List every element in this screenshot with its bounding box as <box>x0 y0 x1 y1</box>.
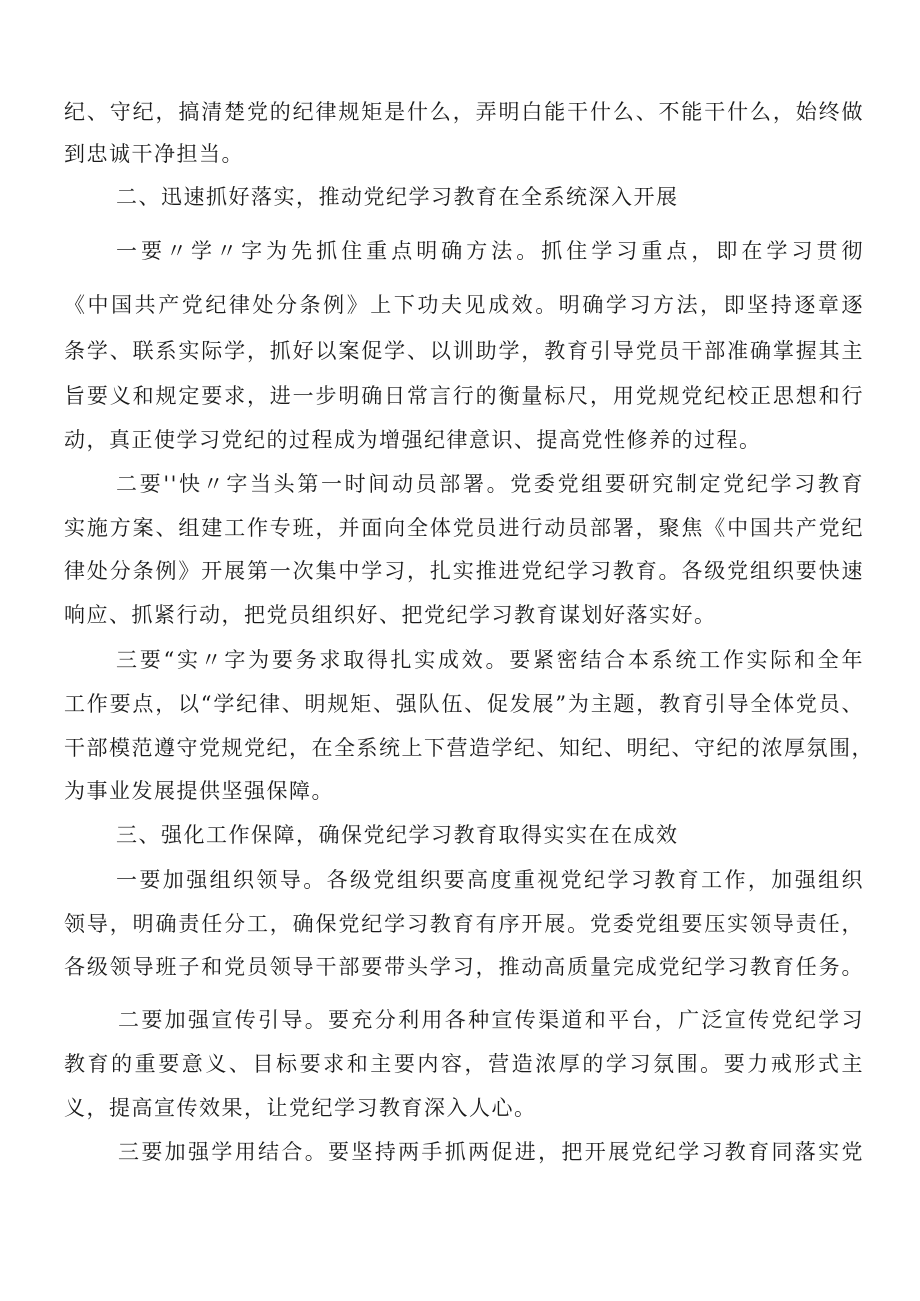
text-line: 领导，明确责任分工，确保党纪学习教育有序开展。党委党组要压实领导责任， <box>64 912 864 936</box>
text-line: 到忠诚干净担当。 <box>64 142 244 166</box>
text-line: 动，真正使学习党纪的过程成为增强纪律意识、提高党性修养的过程。 <box>64 428 762 452</box>
text-line: 各级领导班子和党员领导干部要带头学习，推动高质量完成党纪学习教育任务。 <box>64 955 864 979</box>
text-line: 律处分条例》开展第一次集中学习，扎实推进党纪学习教育。各级党组织要快速 <box>64 559 864 583</box>
text-line: 教育的重要意义、目标要求和主要内容，营造浓厚的学习氛围。要力戒形式主 <box>64 1052 864 1076</box>
paragraph-start: 二要加强宣传引导。要充分利用各种宣传渠道和平台，广泛宣传党纪学习 <box>118 1008 864 1032</box>
text-line: 工作要点，以“学纪律、明规矩、强队伍、促发展”为主题，教育引导全体党员、 <box>64 692 864 716</box>
text-line: 实施方案、组建工作专班，并面向全体党员进行动员部署，聚焦《中国共产党纪 <box>64 516 864 540</box>
paragraph-start: 一要〃学〃字为先抓住重点明确方法。抓住学习重点，即在学习贯彻 <box>116 239 864 263</box>
paragraph-start: 一要加强组织领导。各级党组织要高度重视党纪学习教育工作，加强组织 <box>116 868 864 892</box>
paragraph-start: 三要加强学用结合。要坚持两手抓两促进，把开展党纪学习教育同落实党 <box>118 1140 864 1164</box>
text-line: 旨要义和规定要求，进一步明确日常言行的衡量标尺，用党规党纪校正思想和行 <box>64 384 864 408</box>
text-line: 义，提高宣传效果，让党纪学习教育深入人心。 <box>64 1096 537 1120</box>
paragraph-start: 三要“实〃字为要务求取得扎实成效。要紧密结合本系统工作实际和全年 <box>116 648 864 672</box>
text-line: 纪、守纪，搞清楚党的纪律规矩是什么，弄明白能干什么、不能干什么，始终做 <box>64 100 864 124</box>
paragraph-start: 二要''快〃字当头第一时间动员部署。党委党组要研究制定党纪学习教育 <box>116 472 864 496</box>
section-heading: 三、强化工作保障，确保党纪学习教育取得实实在在成效 <box>116 823 679 847</box>
text-line: 条学、联系实际学，抓好以案促学、以训助学，教育引导党员干部准确掌握其主 <box>64 339 864 363</box>
text-line: 《中国共产党纪律处分条例》上下功夫见成效。明确学习方法，即坚持逐章逐 <box>64 293 864 317</box>
text-line: 干部模范遵守党规党纪，在全系统上下营造学纪、知纪、明纪、守纪的浓厚氛围， <box>64 736 874 760</box>
text-line: 响应、抓紧行动，把党员组织好、把党纪学习教育谋划好落实好。 <box>64 603 717 627</box>
section-heading: 二、迅速抓好落实，推动党纪学习教育在全系统深入开展 <box>116 185 679 209</box>
text-line: 为事业发展提供坚强保障。 <box>64 779 334 803</box>
